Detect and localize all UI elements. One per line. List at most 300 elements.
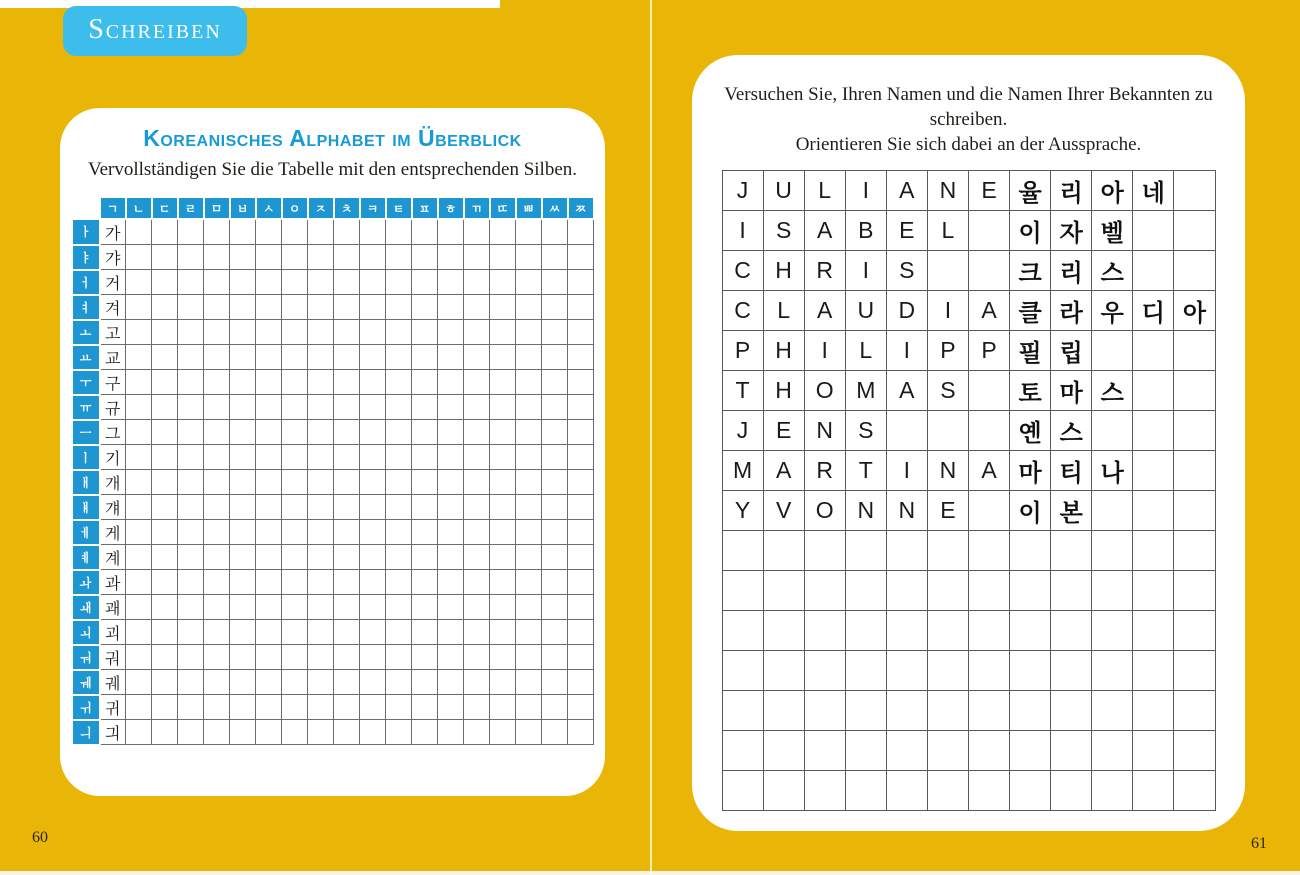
name-grid-cell-empty[interactable] <box>1133 531 1174 571</box>
name-grid-cell-empty[interactable] <box>1092 651 1133 691</box>
syllable-cell-empty[interactable] <box>568 620 594 645</box>
name-grid-cell-empty[interactable] <box>722 611 763 651</box>
syllable-cell-empty[interactable] <box>412 345 438 370</box>
syllable-cell-empty[interactable] <box>464 695 490 720</box>
name-grid-cell-empty[interactable] <box>1174 251 1215 291</box>
syllable-cell-empty[interactable] <box>126 295 152 320</box>
syllable-cell-empty[interactable] <box>568 645 594 670</box>
syllable-cell-empty[interactable] <box>360 720 386 745</box>
syllable-cell-empty[interactable] <box>126 520 152 545</box>
syllable-cell-empty[interactable] <box>386 620 412 645</box>
name-grid-cell-empty[interactable] <box>968 651 1009 691</box>
name-grid-cell-empty[interactable] <box>927 411 968 451</box>
syllable-cell-empty[interactable] <box>386 470 412 495</box>
syllable-cell-empty[interactable] <box>490 245 516 270</box>
name-grid-cell-empty[interactable] <box>1174 371 1215 411</box>
syllable-cell-empty[interactable] <box>412 570 438 595</box>
name-grid-cell-empty[interactable] <box>1174 491 1215 531</box>
syllable-cell-empty[interactable] <box>542 395 568 420</box>
syllable-cell-empty[interactable] <box>204 470 230 495</box>
syllable-cell-empty[interactable] <box>490 420 516 445</box>
name-grid-cell-empty[interactable] <box>968 571 1009 611</box>
syllable-cell-empty[interactable] <box>360 620 386 645</box>
syllable-cell-empty[interactable] <box>516 320 542 345</box>
syllable-cell-empty[interactable] <box>282 645 308 670</box>
syllable-cell-empty[interactable] <box>308 620 334 645</box>
syllable-cell-empty[interactable] <box>568 320 594 345</box>
syllable-cell-empty[interactable] <box>334 445 360 470</box>
syllable-cell-empty[interactable] <box>360 645 386 670</box>
syllable-cell-empty[interactable] <box>152 345 178 370</box>
syllable-cell-empty[interactable] <box>360 370 386 395</box>
name-grid-cell-empty[interactable] <box>1010 571 1051 611</box>
syllable-cell-empty[interactable] <box>542 370 568 395</box>
syllable-cell-empty[interactable] <box>230 420 256 445</box>
syllable-cell-empty[interactable] <box>516 445 542 470</box>
syllable-cell-empty[interactable] <box>516 219 542 245</box>
syllable-cell-empty[interactable] <box>464 595 490 620</box>
syllable-cell-empty[interactable] <box>490 370 516 395</box>
syllable-cell-empty[interactable] <box>568 470 594 495</box>
syllable-cell-empty[interactable] <box>464 395 490 420</box>
syllable-cell-empty[interactable] <box>412 670 438 695</box>
syllable-cell-empty[interactable] <box>256 470 282 495</box>
syllable-cell-empty[interactable] <box>282 420 308 445</box>
syllable-cell-empty[interactable] <box>386 670 412 695</box>
syllable-cell-empty[interactable] <box>152 445 178 470</box>
syllable-cell-empty[interactable] <box>178 620 204 645</box>
name-grid-cell-empty[interactable] <box>886 571 927 611</box>
syllable-cell-empty[interactable] <box>126 645 152 670</box>
syllable-cell-empty[interactable] <box>438 620 464 645</box>
syllable-cell-empty[interactable] <box>438 320 464 345</box>
name-grid-cell-empty[interactable] <box>1174 531 1215 571</box>
name-grid-cell-empty[interactable] <box>1133 491 1174 531</box>
syllable-cell-empty[interactable] <box>360 445 386 470</box>
syllable-cell-empty[interactable] <box>542 345 568 370</box>
syllable-cell-empty[interactable] <box>282 720 308 745</box>
name-grid-cell-empty[interactable] <box>1174 211 1215 251</box>
syllable-cell-empty[interactable] <box>334 570 360 595</box>
syllable-cell-empty[interactable] <box>386 395 412 420</box>
syllable-cell-empty[interactable] <box>282 370 308 395</box>
syllable-cell-empty[interactable] <box>230 695 256 720</box>
name-grid-cell-empty[interactable] <box>763 771 804 811</box>
syllable-cell-empty[interactable] <box>516 370 542 395</box>
syllable-cell-empty[interactable] <box>360 219 386 245</box>
syllable-cell-empty[interactable] <box>386 370 412 395</box>
syllable-cell-empty[interactable] <box>386 420 412 445</box>
syllable-cell-empty[interactable] <box>204 219 230 245</box>
syllable-cell-empty[interactable] <box>204 420 230 445</box>
syllable-cell-empty[interactable] <box>282 345 308 370</box>
name-grid-cell-empty[interactable] <box>1051 771 1092 811</box>
syllable-cell-empty[interactable] <box>464 470 490 495</box>
name-grid-cell-empty[interactable] <box>968 491 1009 531</box>
syllable-cell-empty[interactable] <box>126 320 152 345</box>
syllable-cell-empty[interactable] <box>308 245 334 270</box>
syllable-cell-empty[interactable] <box>490 495 516 520</box>
syllable-cell-empty[interactable] <box>152 420 178 445</box>
syllable-cell-empty[interactable] <box>412 245 438 270</box>
syllable-cell-empty[interactable] <box>308 570 334 595</box>
syllable-cell-empty[interactable] <box>386 445 412 470</box>
syllable-cell-empty[interactable] <box>542 320 568 345</box>
syllable-cell-empty[interactable] <box>126 395 152 420</box>
syllable-cell-empty[interactable] <box>308 445 334 470</box>
syllable-cell-empty[interactable] <box>230 370 256 395</box>
syllable-cell-empty[interactable] <box>308 595 334 620</box>
syllable-cell-empty[interactable] <box>542 520 568 545</box>
syllable-cell-empty[interactable] <box>542 495 568 520</box>
name-grid-cell-empty[interactable] <box>845 611 886 651</box>
syllable-cell-empty[interactable] <box>490 270 516 295</box>
syllable-cell-empty[interactable] <box>178 670 204 695</box>
syllable-cell-empty[interactable] <box>464 620 490 645</box>
syllable-cell-empty[interactable] <box>516 345 542 370</box>
syllable-cell-empty[interactable] <box>334 295 360 320</box>
name-grid-cell-empty[interactable] <box>1174 771 1215 811</box>
syllable-cell-empty[interactable] <box>386 645 412 670</box>
syllable-cell-empty[interactable] <box>204 720 230 745</box>
syllable-cell-empty[interactable] <box>360 270 386 295</box>
name-grid-cell-empty[interactable] <box>1133 571 1174 611</box>
syllable-cell-empty[interactable] <box>334 270 360 295</box>
syllable-cell-empty[interactable] <box>282 219 308 245</box>
syllable-cell-empty[interactable] <box>204 495 230 520</box>
syllable-cell-empty[interactable] <box>490 345 516 370</box>
syllable-cell-empty[interactable] <box>464 370 490 395</box>
syllable-cell-empty[interactable] <box>230 270 256 295</box>
name-grid-cell-empty[interactable] <box>886 411 927 451</box>
syllable-cell-empty[interactable] <box>204 245 230 270</box>
syllable-cell-empty[interactable] <box>490 620 516 645</box>
syllable-cell-empty[interactable] <box>464 720 490 745</box>
syllable-cell-empty[interactable] <box>438 645 464 670</box>
name-grid-cell-empty[interactable] <box>886 771 927 811</box>
syllable-cell-empty[interactable] <box>568 345 594 370</box>
syllable-cell-empty[interactable] <box>282 270 308 295</box>
syllable-cell-empty[interactable] <box>308 470 334 495</box>
name-grid-cell-empty[interactable] <box>1174 331 1215 371</box>
syllable-cell-empty[interactable] <box>412 420 438 445</box>
syllable-cell-empty[interactable] <box>438 470 464 495</box>
syllable-cell-empty[interactable] <box>230 570 256 595</box>
name-grid-cell-empty[interactable] <box>968 731 1009 771</box>
name-grid-cell-empty[interactable] <box>845 731 886 771</box>
name-grid-cell-empty[interactable] <box>1092 771 1133 811</box>
name-grid-cell-empty[interactable] <box>927 651 968 691</box>
syllable-cell-empty[interactable] <box>230 595 256 620</box>
syllable-cell-empty[interactable] <box>386 245 412 270</box>
name-grid-cell-empty[interactable] <box>1174 611 1215 651</box>
syllable-cell-empty[interactable] <box>542 720 568 745</box>
syllable-cell-empty[interactable] <box>438 545 464 570</box>
syllable-cell-empty[interactable] <box>126 670 152 695</box>
syllable-cell-empty[interactable] <box>334 320 360 345</box>
syllable-cell-empty[interactable] <box>360 695 386 720</box>
syllable-cell-empty[interactable] <box>178 245 204 270</box>
syllable-cell-empty[interactable] <box>464 270 490 295</box>
syllable-cell-empty[interactable] <box>568 720 594 745</box>
name-grid-cell-empty[interactable] <box>886 611 927 651</box>
name-grid-cell-empty[interactable] <box>1133 451 1174 491</box>
syllable-cell-empty[interactable] <box>438 295 464 320</box>
name-grid-cell-empty[interactable] <box>763 651 804 691</box>
name-grid-cell-empty[interactable] <box>804 611 845 651</box>
syllable-cell-empty[interactable] <box>256 395 282 420</box>
syllable-cell-empty[interactable] <box>542 570 568 595</box>
syllable-cell-empty[interactable] <box>152 295 178 320</box>
name-grid-cell-empty[interactable] <box>1174 691 1215 731</box>
syllable-cell-empty[interactable] <box>204 320 230 345</box>
syllable-cell-empty[interactable] <box>360 545 386 570</box>
syllable-cell-empty[interactable] <box>516 720 542 745</box>
syllable-cell-empty[interactable] <box>152 570 178 595</box>
syllable-cell-empty[interactable] <box>204 370 230 395</box>
name-grid-cell-empty[interactable] <box>968 411 1009 451</box>
syllable-cell-empty[interactable] <box>178 470 204 495</box>
syllable-cell-empty[interactable] <box>438 345 464 370</box>
syllable-cell-empty[interactable] <box>438 445 464 470</box>
syllable-cell-empty[interactable] <box>516 395 542 420</box>
syllable-cell-empty[interactable] <box>256 370 282 395</box>
syllable-cell-empty[interactable] <box>438 219 464 245</box>
syllable-cell-empty[interactable] <box>152 670 178 695</box>
syllable-cell-empty[interactable] <box>412 395 438 420</box>
name-grid-cell-empty[interactable] <box>1133 651 1174 691</box>
syllable-cell-empty[interactable] <box>308 270 334 295</box>
syllable-cell-empty[interactable] <box>542 245 568 270</box>
name-grid-cell-empty[interactable] <box>1133 371 1174 411</box>
syllable-cell-empty[interactable] <box>386 495 412 520</box>
name-grid-cell-empty[interactable] <box>968 771 1009 811</box>
syllable-cell-empty[interactable] <box>438 720 464 745</box>
syllable-cell-empty[interactable] <box>230 219 256 245</box>
name-grid-cell-empty[interactable] <box>845 531 886 571</box>
syllable-cell-empty[interactable] <box>282 470 308 495</box>
syllable-cell-empty[interactable] <box>464 545 490 570</box>
syllable-cell-empty[interactable] <box>360 595 386 620</box>
syllable-cell-empty[interactable] <box>516 270 542 295</box>
name-grid-cell-empty[interactable] <box>927 251 968 291</box>
syllable-cell-empty[interactable] <box>282 445 308 470</box>
syllable-cell-empty[interactable] <box>438 245 464 270</box>
name-grid-cell-empty[interactable] <box>1092 731 1133 771</box>
syllable-cell-empty[interactable] <box>386 545 412 570</box>
syllable-cell-empty[interactable] <box>334 645 360 670</box>
syllable-cell-empty[interactable] <box>230 645 256 670</box>
name-grid-cell-empty[interactable] <box>1174 731 1215 771</box>
syllable-cell-empty[interactable] <box>360 345 386 370</box>
syllable-cell-empty[interactable] <box>204 620 230 645</box>
syllable-cell-empty[interactable] <box>178 570 204 595</box>
syllable-cell-empty[interactable] <box>256 295 282 320</box>
syllable-cell-empty[interactable] <box>516 645 542 670</box>
syllable-cell-empty[interactable] <box>438 595 464 620</box>
syllable-cell-empty[interactable] <box>256 270 282 295</box>
syllable-cell-empty[interactable] <box>204 670 230 695</box>
syllable-cell-empty[interactable] <box>178 545 204 570</box>
syllable-cell-empty[interactable] <box>542 545 568 570</box>
name-grid-cell-empty[interactable] <box>722 771 763 811</box>
syllable-cell-empty[interactable] <box>152 645 178 670</box>
name-grid-cell-empty[interactable] <box>1133 251 1174 291</box>
syllable-cell-empty[interactable] <box>438 520 464 545</box>
syllable-cell-empty[interactable] <box>152 219 178 245</box>
syllable-cell-empty[interactable] <box>386 345 412 370</box>
syllable-cell-empty[interactable] <box>516 595 542 620</box>
syllable-cell-empty[interactable] <box>542 270 568 295</box>
syllable-cell-empty[interactable] <box>230 495 256 520</box>
name-grid-cell-empty[interactable] <box>1092 691 1133 731</box>
name-grid-cell-empty[interactable] <box>804 731 845 771</box>
syllable-cell-empty[interactable] <box>256 520 282 545</box>
syllable-cell-empty[interactable] <box>516 495 542 520</box>
name-grid-cell-empty[interactable] <box>1010 651 1051 691</box>
syllable-cell-empty[interactable] <box>334 470 360 495</box>
syllable-cell-empty[interactable] <box>178 645 204 670</box>
syllable-cell-empty[interactable] <box>542 219 568 245</box>
syllable-cell-empty[interactable] <box>490 595 516 620</box>
syllable-cell-empty[interactable] <box>412 620 438 645</box>
syllable-cell-empty[interactable] <box>334 545 360 570</box>
syllable-cell-empty[interactable] <box>412 645 438 670</box>
syllable-cell-empty[interactable] <box>464 520 490 545</box>
syllable-cell-empty[interactable] <box>542 445 568 470</box>
syllable-cell-empty[interactable] <box>464 245 490 270</box>
syllable-cell-empty[interactable] <box>230 345 256 370</box>
syllable-cell-empty[interactable] <box>230 670 256 695</box>
name-grid-cell-empty[interactable] <box>1133 211 1174 251</box>
syllable-cell-empty[interactable] <box>126 470 152 495</box>
name-grid-cell-empty[interactable] <box>763 571 804 611</box>
syllable-cell-empty[interactable] <box>542 645 568 670</box>
syllable-cell-empty[interactable] <box>308 219 334 245</box>
syllable-cell-empty[interactable] <box>412 695 438 720</box>
syllable-cell-empty[interactable] <box>568 245 594 270</box>
name-grid-cell-empty[interactable] <box>763 611 804 651</box>
syllable-cell-empty[interactable] <box>412 219 438 245</box>
syllable-cell-empty[interactable] <box>516 695 542 720</box>
name-grid-cell-empty[interactable] <box>886 691 927 731</box>
syllable-cell-empty[interactable] <box>178 695 204 720</box>
name-grid-cell-empty[interactable] <box>804 571 845 611</box>
name-grid-cell-empty[interactable] <box>845 771 886 811</box>
syllable-cell-empty[interactable] <box>282 545 308 570</box>
name-grid-cell-empty[interactable] <box>1092 491 1133 531</box>
syllable-cell-empty[interactable] <box>126 270 152 295</box>
syllable-cell-empty[interactable] <box>126 620 152 645</box>
syllable-cell-empty[interactable] <box>256 245 282 270</box>
syllable-cell-empty[interactable] <box>386 520 412 545</box>
syllable-cell-empty[interactable] <box>490 670 516 695</box>
syllable-cell-empty[interactable] <box>386 595 412 620</box>
name-grid-cell-empty[interactable] <box>1051 531 1092 571</box>
syllable-cell-empty[interactable] <box>204 445 230 470</box>
syllable-cell-empty[interactable] <box>568 670 594 695</box>
syllable-cell-empty[interactable] <box>256 620 282 645</box>
name-grid-cell-empty[interactable] <box>1051 571 1092 611</box>
name-grid-cell-empty[interactable] <box>722 691 763 731</box>
syllable-cell-empty[interactable] <box>464 219 490 245</box>
syllable-cell-empty[interactable] <box>152 245 178 270</box>
syllable-cell-empty[interactable] <box>152 470 178 495</box>
syllable-cell-empty[interactable] <box>438 495 464 520</box>
syllable-cell-empty[interactable] <box>152 395 178 420</box>
syllable-cell-empty[interactable] <box>334 670 360 695</box>
syllable-cell-empty[interactable] <box>308 495 334 520</box>
syllable-cell-empty[interactable] <box>334 345 360 370</box>
name-grid-cell-empty[interactable] <box>845 651 886 691</box>
syllable-cell-empty[interactable] <box>464 420 490 445</box>
syllable-cell-empty[interactable] <box>464 345 490 370</box>
syllable-cell-empty[interactable] <box>126 345 152 370</box>
syllable-cell-empty[interactable] <box>542 595 568 620</box>
name-grid-cell-empty[interactable] <box>1092 571 1133 611</box>
syllable-cell-empty[interactable] <box>308 395 334 420</box>
name-grid-cell-empty[interactable] <box>1092 611 1133 651</box>
name-grid-cell-empty[interactable] <box>804 691 845 731</box>
syllable-cell-empty[interactable] <box>204 345 230 370</box>
syllable-cell-empty[interactable] <box>516 520 542 545</box>
syllable-cell-empty[interactable] <box>490 520 516 545</box>
syllable-cell-empty[interactable] <box>360 395 386 420</box>
name-grid-cell-empty[interactable] <box>804 531 845 571</box>
syllable-cell-empty[interactable] <box>178 219 204 245</box>
name-grid-cell-empty[interactable] <box>722 531 763 571</box>
syllable-cell-empty[interactable] <box>204 395 230 420</box>
syllable-cell-empty[interactable] <box>516 245 542 270</box>
syllable-cell-empty[interactable] <box>308 545 334 570</box>
syllable-cell-empty[interactable] <box>516 570 542 595</box>
syllable-cell-empty[interactable] <box>490 645 516 670</box>
syllable-cell-empty[interactable] <box>230 395 256 420</box>
syllable-cell-empty[interactable] <box>282 520 308 545</box>
syllable-cell-empty[interactable] <box>256 219 282 245</box>
syllable-cell-empty[interactable] <box>152 370 178 395</box>
name-grid-cell-empty[interactable] <box>1133 411 1174 451</box>
syllable-cell-empty[interactable] <box>308 320 334 345</box>
syllable-cell-empty[interactable] <box>256 720 282 745</box>
syllable-cell-empty[interactable] <box>464 495 490 520</box>
syllable-cell-empty[interactable] <box>178 295 204 320</box>
syllable-cell-empty[interactable] <box>204 570 230 595</box>
syllable-cell-empty[interactable] <box>178 495 204 520</box>
syllable-cell-empty[interactable] <box>334 395 360 420</box>
syllable-cell-empty[interactable] <box>464 670 490 695</box>
name-grid-cell-empty[interactable] <box>1174 651 1215 691</box>
syllable-cell-empty[interactable] <box>568 445 594 470</box>
syllable-cell-empty[interactable] <box>256 495 282 520</box>
syllable-cell-empty[interactable] <box>386 570 412 595</box>
name-grid-cell-empty[interactable] <box>1010 611 1051 651</box>
syllable-cell-empty[interactable] <box>152 545 178 570</box>
syllable-cell-empty[interactable] <box>308 720 334 745</box>
name-grid-cell-empty[interactable] <box>1133 731 1174 771</box>
name-grid-cell-empty[interactable] <box>722 571 763 611</box>
syllable-cell-empty[interactable] <box>308 670 334 695</box>
name-grid-cell-empty[interactable] <box>1010 531 1051 571</box>
syllable-cell-empty[interactable] <box>412 495 438 520</box>
syllable-cell-empty[interactable] <box>178 420 204 445</box>
syllable-cell-empty[interactable] <box>438 395 464 420</box>
syllable-cell-empty[interactable] <box>438 695 464 720</box>
syllable-cell-empty[interactable] <box>334 219 360 245</box>
name-grid-cell-empty[interactable] <box>1051 691 1092 731</box>
syllable-cell-empty[interactable] <box>126 495 152 520</box>
syllable-cell-empty[interactable] <box>438 420 464 445</box>
